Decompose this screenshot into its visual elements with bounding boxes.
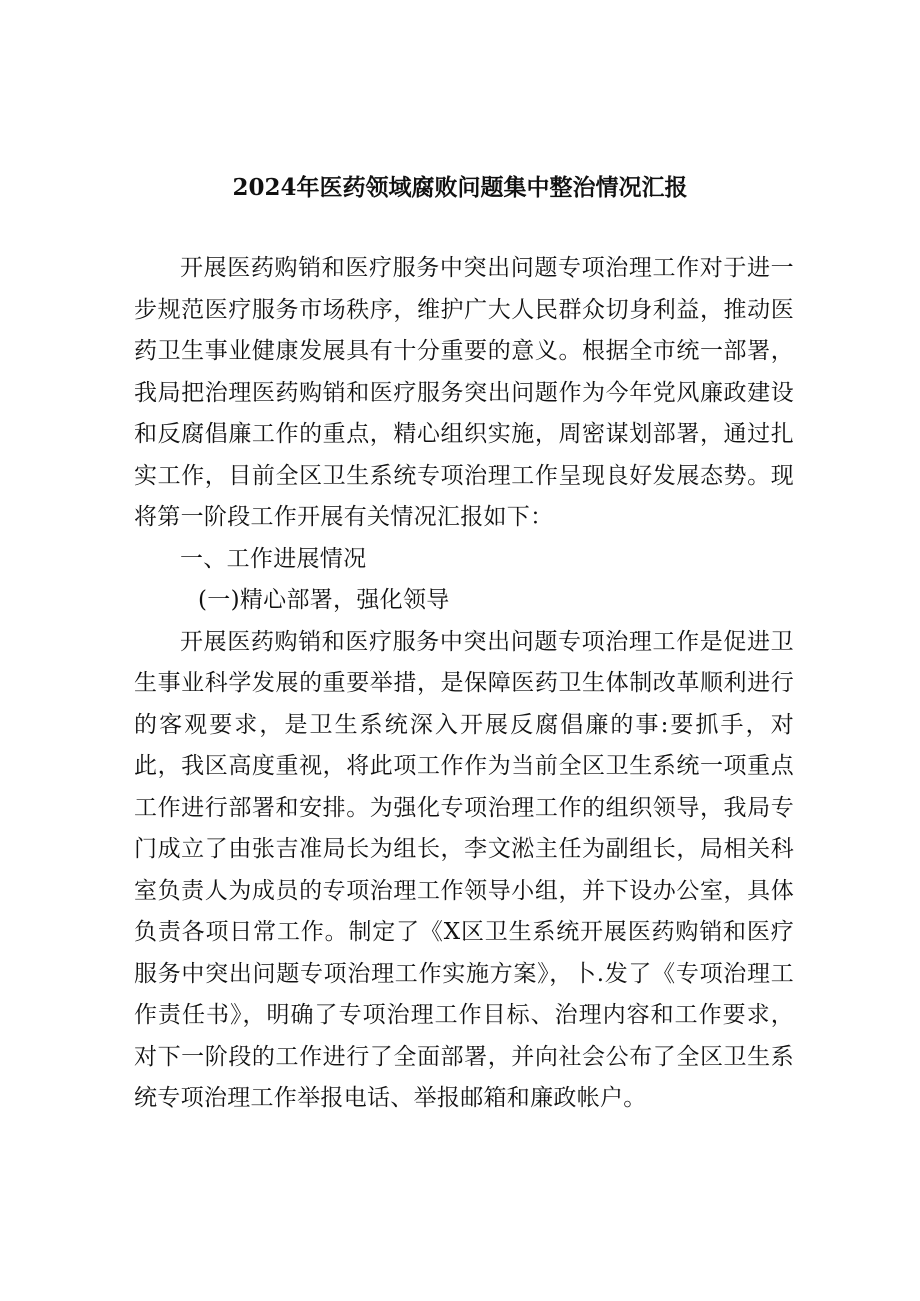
subsection-heading: (一)精心部署，强化领导	[198, 587, 450, 613]
document-body	[134, 248, 794, 1120]
section-heading: 一、工作进展情况	[180, 545, 367, 572]
intro-paragraph: 开展医药购销和医疗服务中突出问题专项治理工作对于进一步规范医疗服务市场秩序，维护广大人民群众切身利益，推动医药卫生事业健康发展具有十分重要的意义。根据全市统一部署，我局把治理医药购销和医疗服务突出问题作为今年党风廉政建设和反腐倡廉工作的重点，精心组织实施，周密谋划部署，通过扎实工作，目前全区卫生系统专项治理工作呈现良好发展态势。现将第一阶段工作开展有关情况汇报如下：	[134, 255, 794, 530]
subsection-paragraph: 开展医药购销和医疗服务中突出问题专项治理工作是促进卫生事业科学发展的重要举措，是保障医药卫生体制改革顺利进行的客观要求，是卫生系统深入开展反腐倡廉的事:要抓手，对此，我区高度重视，将此项工作作为当前全区卫生系统一项重点工作进行部署和安排。为强化专项治理工作的组织领导，我局专门成立了由张吉准局长为组长，李文淞主任为副组长，局相关科室负责人为成员的专项治理工作领导小组，并下设办公室，具体负责各项日常工作。制定了《X区卫生系统开展医药购销和医疗服务中突出问题专项治理工作实施方案》，卜.发了《专项治理工作责任书》，明确了专项治理工作目标、治理内容和工作要求，对下一阶段的工作进行了全面部署，并向社会公布了全区卫生系统专项治理工作举报电话、举报邮箱和廉政帐户。	[134, 628, 794, 1111]
document-title: 2024年医药领域腐败问题集中整治情况汇报	[232, 174, 688, 201]
